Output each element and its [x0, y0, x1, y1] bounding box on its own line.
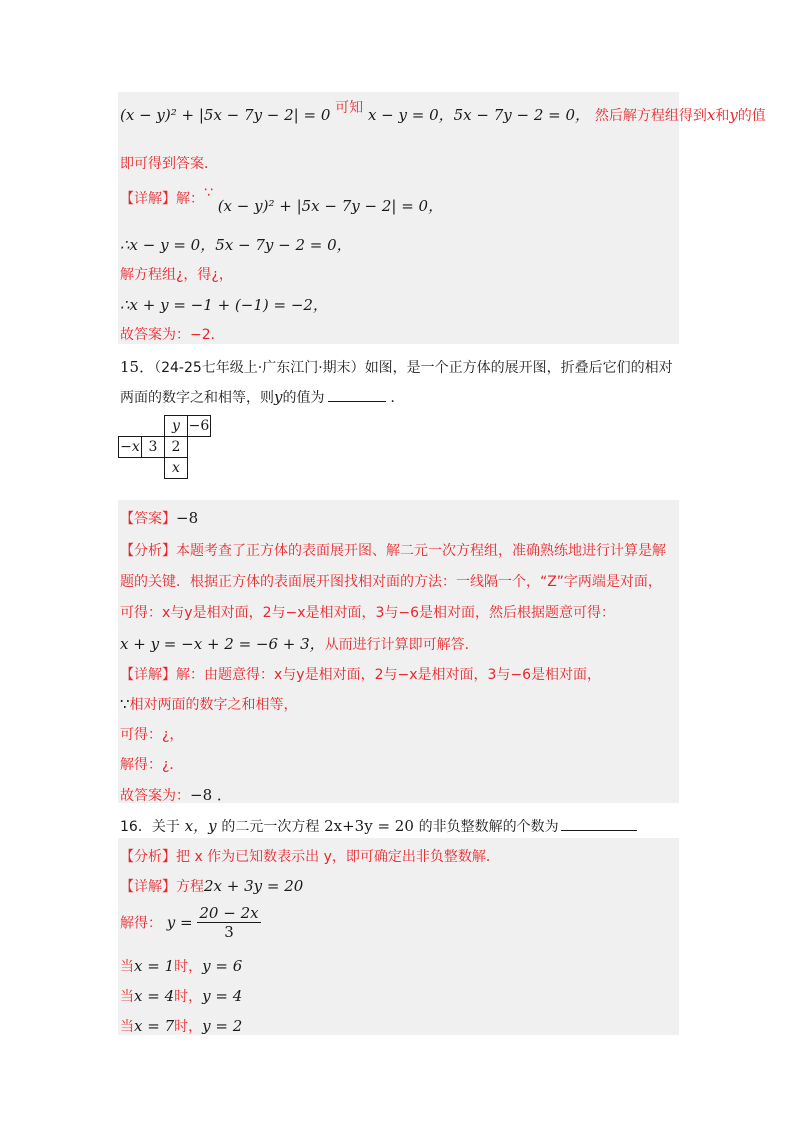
q15-detail-1: 【详解】解：由题意得：x与y是相对面，2与−x是相对面，3与−6是相对面， [120, 667, 602, 683]
cube-net-figure [118, 415, 211, 479]
net-cell: x [165, 458, 188, 479]
net-cell: 2 [165, 437, 188, 458]
q16-case-1: 当x = 1时，y = 6 [120, 957, 243, 975]
net-cell-empty [119, 416, 142, 437]
net-cell: −6 [188, 416, 211, 437]
b1-line-4: ∴x − y = 0，5x − 7y − 2 = 0， [120, 236, 352, 254]
net-cell-empty [188, 437, 211, 458]
net-cell: 3 [142, 437, 165, 458]
q15-detail-2: ∵相对两面的数字之和相等， [120, 695, 298, 713]
b1-line-6: ∴x + y = −1 + (−1) = −2， [120, 296, 328, 314]
b1-line-7: 故答案为：−2． [120, 327, 225, 343]
net-cell: y [165, 416, 188, 437]
q16-case-3: 当x = 7时，y = 2 [120, 1017, 243, 1035]
answer-blank [561, 818, 637, 831]
net-cell: −x [119, 437, 142, 458]
q15-detail-4: 解得：¿． [120, 757, 184, 773]
q16-question: 16．关于 x，y 的二元一次方程 2x+3y = 20 的非负整数解的个数为 [120, 815, 637, 836]
q15-line-2: 两面的数字之和相等，则y的值为 ． [120, 388, 405, 406]
net-cell-empty [188, 458, 211, 479]
fraction: $\frac{20 - 2x}{3}$ [199, 904, 259, 941]
q15-analysis-4: x + y = −x + 2 = −6 + 3，从而进行计算即可解答． [120, 635, 479, 653]
q15-line-1: 15．（24-25七年级上·广东江门·期末）如图，是一个正方体的展开图，折叠后它们的相对 [120, 358, 673, 376]
q15-answer: 【答案】−8 [120, 509, 199, 527]
q15-analysis-1: 【分析】本题考查了正方体的表面展开图、解二元一次方程组，准确熟练地进行计算是解 [120, 543, 666, 559]
net-cell-empty [142, 458, 165, 479]
q15-detail-3: 可得：¿， [120, 727, 184, 743]
q15-detail-5: 故答案为：−8 ． [120, 786, 232, 804]
answer-blank [328, 389, 386, 402]
q15-analysis-2: 题的关键．根据正方体的表面展开图找相对面的方法：一线隔一个，“Z”字两端是对面， [120, 574, 662, 590]
q15-analysis-3: 可得：x与y是相对面，2与−x是相对面，3与−6是相对面，然后根据题意可得： [120, 605, 616, 621]
b1-line-2: 即可得到答案． [120, 156, 218, 172]
b1-line-1: (x − y)² + |5x − 7y − 2| = 0 可知 x − y = 0，5x − 7y − 2 = 0， 然后解方程组得到x和y的值 [120, 100, 766, 124]
net-cell-empty [142, 416, 165, 437]
q16-detail-2: 解得： y = $\frac{20 - 2x}{3}$ [120, 904, 259, 941]
q16-detail-1: 【详解】方程2x + 3y = 20 [120, 877, 304, 895]
q16-analysis: 【分析】把 x 作为已知数表示出 y，即可确定出非负整数解． [120, 849, 500, 865]
b1-line-5: 解方程组¿，得¿， [120, 267, 233, 283]
b1-line-3: 【详解】解：∵ (x − y)² + |5x − 7y − 2| = 0， [120, 185, 444, 215]
net-cell-empty [119, 458, 142, 479]
q16-case-2: 当x = 4时，y = 4 [120, 987, 243, 1005]
